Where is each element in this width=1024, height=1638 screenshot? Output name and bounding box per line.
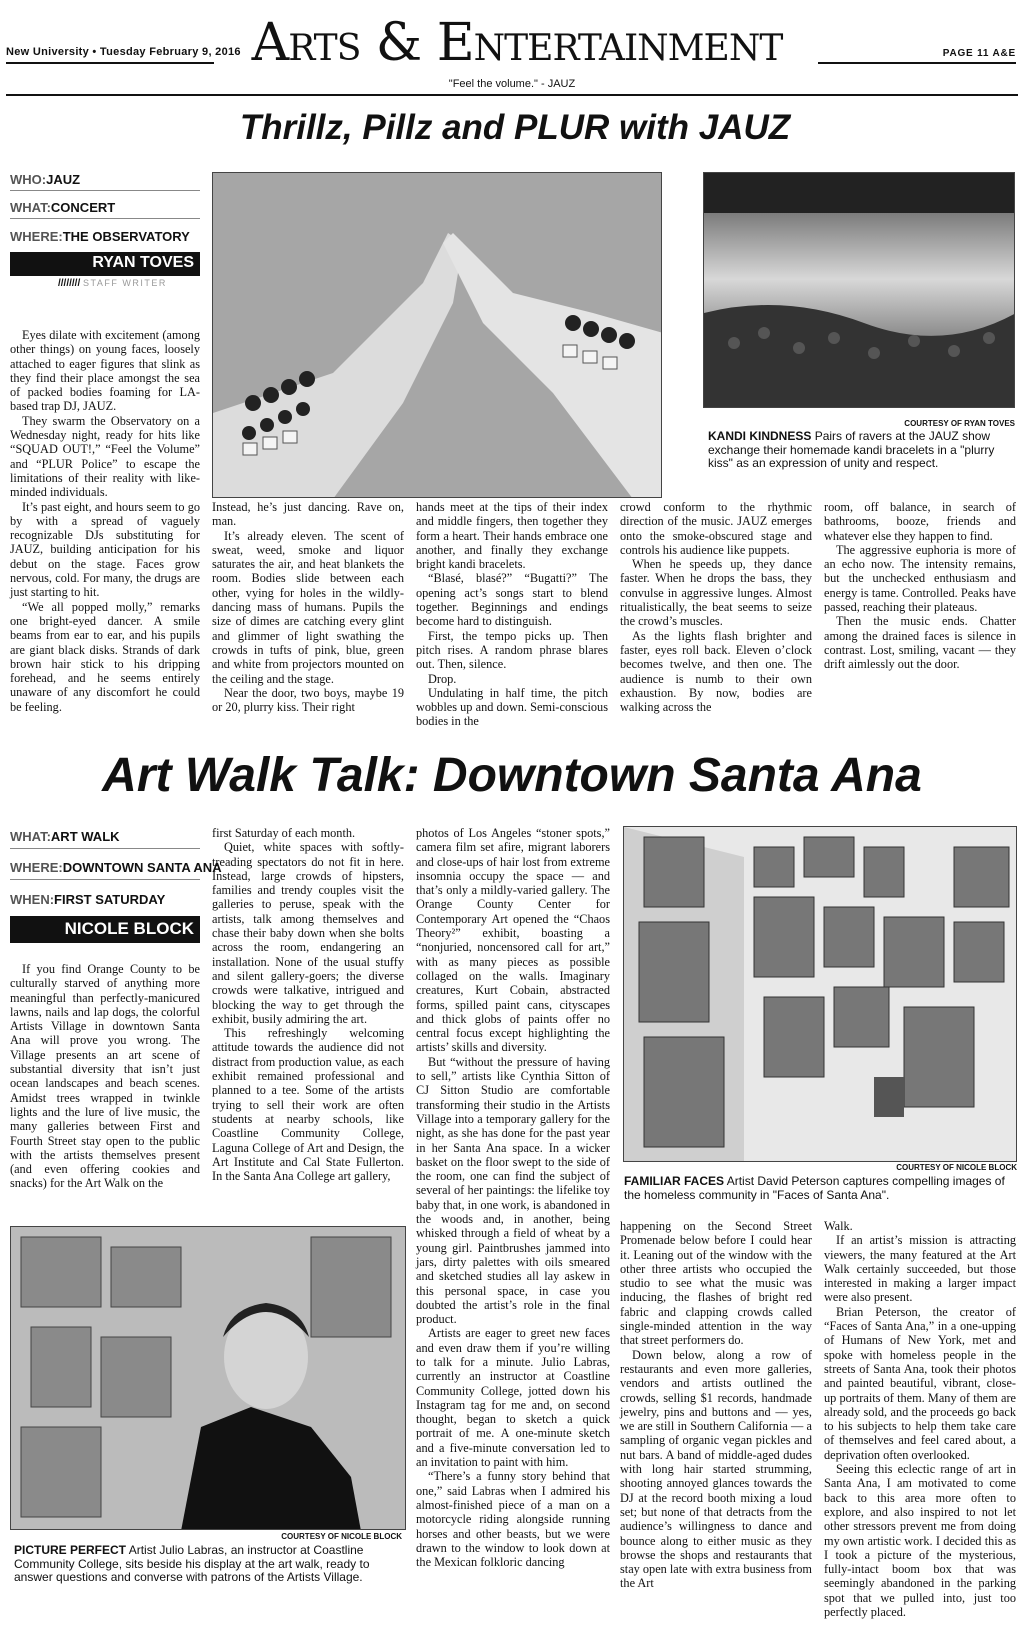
- gallery-photo-credit: COURTESY OF NICOLE BLOCK: [896, 1163, 1017, 1172]
- story1-column-1: Eyes dilate with excitement (among other things) on young faces, loosely attached to eager figures that slink as they find their place amongst the sea of packed bodies foaming for LA-based trap DJ, JAUZ. They swarm the Observatory on a Wednesday night, ready for hits like “SQUAD OUT!,” “Feel the Volume” and “PLUR Police” to escape the limitations of their reality with like-minded individuals. It’s past eight, and hours seem to go by with a spread of vaguely recognizable DJs substituting for JAUZ, building anticipation for his debut on the stage. Faces grow nervous, cold. For many, the drugs are just starting to hit. “We all popped molly,” remarks one bright-eyed dancer. A smile beams from ear to ear, and his pupils are giant black disks. Strands of dark brown hair stick to his dripping forehead, and he seems entirely unaware of any discomfort he could be feeling.: [10, 328, 200, 714]
- story1-column-2: Instead, he’s just dancing. Rave on, man. It’s already eleven. The scent of sweat, weed, smoke and liquor saturates the air, and heat blankets the room. Bodies slide between each other, vying for holes in the wildly-dancing mass of humans. Pupils the size of dimes are catching every glint and glimmer of light swathing the crowds in tufts of pink, blue, green and white from projectors mounted on the ceiling and the stage. Near the door, two boys, maybe 19 or 20, plurry kiss. Their right: [212, 500, 404, 715]
- crowd-photo: [703, 172, 1015, 408]
- author-byline-2: NICOLE BLOCK: [10, 916, 200, 943]
- artist-photo: [10, 1226, 406, 1530]
- page-label: PAGE 11 A&E: [942, 48, 1016, 59]
- artist-photo-credit: COURTESY OF NICOLE BLOCK: [281, 1532, 402, 1541]
- pull-quote: "Feel the volume." - JAUZ: [448, 78, 576, 90]
- story1-column-3: hands meet at the tips of their index and middle fingers, then together they form a heart. Their hands embrace one another, and finally they exchange bright kandi bracelets. “Blasé, blasé?” “Bugatti?” The opening act’s songs start to blend together. Beginnings and endings become hard to distinguish. First, the tempo picks up. Then pitch rises. A random phrase blares out. Then, silence. Drop. Undulating in half time, the pitch wobbles up and down. Semi-conscious bodies in the: [416, 500, 608, 729]
- story1-column-4: crowd conform to the rhythmic direction of the music. JAUZ emerges onto the smoke-obscured stage and controls his audience like puppets. When he speeds up, they dance faster. When he drops the bass, they convulse in aggressive lunges. Almost ritualistically, the beat seems to seize the crowd’s muscles. As the lights flash brighter and faster, eyes roll back. Eleven o’clock becomes twelve, and then one. The audience is numb to their own exhaustion. By now, bodies are walking across the: [620, 500, 812, 715]
- where-info: WHERE:THE OBSERVATORY: [10, 229, 190, 244]
- story2-column-4: happening on the Second Street Promenade below before I could hear it. Leaning out of the window with the other three artists who occupied the studio to see what the music was inducing, the flashes of bright red fabric and clapping crowds called single-minded attention in the way that street performers do. Down below, along a row of restaurants and even more galleries, vendors and artists outlined the crowds, selling $1 records, handmade jewelry, pins and buttons and — yes, we are still in Southern California — a sampling of organic vegan pickles and nut bars. A band of middle-aged dudes with long hair started strumming, shooting annoyed glances towards the DJ at the record booth mixing a loud set; but none of that detracts from the audience’s willingness to dance and bounce along to either music as they browse the shops and restaurants that stay open late with extra business from the Art: [620, 1219, 812, 1591]
- story1-column-5: room, off balance, in search of bathrooms, booze, friends and whatever else they happen to find. The aggressive euphoria is more of an echo now. The intensity remains, but the unchecked enthusiasm and energy is tame. Controlled. Peaks have passed, reaching their plateaus. Then the music ends. Chatter among the drained faces is silence in contrast. Lost, smiling, vacant — they drift aimlessly out the door.: [824, 500, 1016, 672]
- story2-headline: Art Walk Talk: Downtown Santa Ana: [102, 749, 922, 802]
- story1-photo-credit: COURTESY OF RYAN TOVES: [904, 419, 1015, 428]
- art-walk-where: WHERE:DOWNTOWN SANTA ANA: [10, 860, 222, 875]
- story2-column-5: Walk. If an artist’s mission is attracting viewers, the many featured at the Art Walk certainly succeeded, but those interested in making a larger impact were also present. Brian Peterson, the creator of “Faces of Santa Ana,” in a one-upping of Humans of New York, met and spoke with homeless people in the streets of Santa Ana, took their photos and painted beautiful, vibrant, close-up portraits of them. Many of them are already sold, and the proceeds go back to his subjects to help them take care of themselves and feel cared about, a deprivation often overlooked. Seeing this eclectic range of art in Santa Ana, I am motivated to come back to this area more often to explore, and also inspired to not let other stressors prevent me from doing my own artistic work. I decided this as I took a picture of the mysterious, fully-intact boom box that was seemingly abandoned in the parking spot that we pulled into, just too perfectly placed.: [824, 1219, 1016, 1620]
- story1-headline: Thrillz, Pillz and PLUR with JAUZ: [239, 108, 791, 147]
- paper-date: New University • Tuesday February 9, 2016: [6, 46, 241, 58]
- story2-column-3: photos of Los Angeles “stoner spots,” camera film set afire, migrant laborers and close-ups of hair lost from extreme insomnia occupy the space — and that’s only a mildly-varied gallery. The Orange County Center for Contemporary Art opened the “Chaos Theory²” exhibit, boasting a “nonjuried, noncensored call for art,” with as many pieces as possible collaged on the walls. Imaginary creatures, Kurt Cobain, abstracted forms, spilled paint cans, cityscapes and thick globs of paints offer no central focus except highlighting the artists’ skills and diversity. But “without the pressure of having to sell,” artists like Cynthia Sitton of CJ Sitton Studio are comfortable transforming their studio in the Artists Village into a temporary gallery for the night, as she has done for the past year in her Santa Ana space. In a wicker basket on the floor swept to the side of the room, one can find the subject of several of her paintings: the lifelike toy baby that, in one work, is abandoned in the woods and, in another, being whisked through a field of wheat by a young girl. Paintbrushes jammed into jars, dirty palettes with oils smeared and sketched studies all lay askew in this personal space, in case you doubted the artist’s role in the final product. Artists are eager to greet new faces and even draw them if you’re willing to talk for a minute. Julio Labras, currently an instructor at Coastline Community College, jotted down his Instagram tag for me and, on second thought, began to sketch a quick portrait of me. A one-minute sketch and a five-minute conversation led to an invitation to paint with him. “There’s a funny story behind that one,” said Labras when I admired his almost-finished piece of a man on a motorcycle riding alongside running horses and other beasts, but we were drawn to the window to look down at the Mexican folkloric dancing: [416, 826, 610, 1570]
- art-walk-when: WHEN:FIRST SATURDAY: [10, 892, 166, 907]
- who-info: WHO:JAUZ: [10, 172, 81, 187]
- story1-caption: KANDI KINDNESS Pairs of ravers at the JAUZ show exchange their homemade kandi bracelets in a "plurry kiss" as an expression of unity and respect.: [708, 429, 995, 470]
- art-walk-what: WHAT:ART WALK: [10, 829, 120, 844]
- story2-column-2: first Saturday of each month. Quiet, white spaces with softly-treading spectators do not fit in here. Instead, large crowds of hipsters, families and trendy couples visit the galleries to peruse, speak with the artists, talk among themselves and chase their baby down when she bolts across the room, endangering an installation. None of the usual stuffy and silent gallery-goers; the diverse crowds were talkative, intrigued and blocking the way to get through the exhibit, busily admiring the art. This refreshingly welcoming attitude towards the audience did not distract from production value, as each exhibit remained professional and planned to a tee. Some of the artists trying to sell their work are often students at nearby schools, like Coastline Community College, Laguna College of Art and Design, the Art Institute and Cal State Fullerton. In the Santa Ana College art gallery,: [212, 826, 404, 1184]
- byline-slashes: //////// STAFF WRITER: [58, 278, 167, 289]
- artist-caption: PICTURE PERFECT Artist Julio Labras, an instructor at Coastline Community College, sits beside his display at the art walk, ready to answer questions and converse with patrons of the Artists Village.: [14, 1543, 370, 1584]
- gallery-photo: [623, 826, 1017, 1162]
- story2-column-1: If you find Orange County to be culturally starved of anything more meaningful than perfectly-manicured lawns, nails and lap dogs, the colorful Artists Village in downtown Santa Ana will prove you wrong. The Village presents an art scene of substantial diversity that isn’t just ocean landscapes and beach scenes. Amidst trees wrapped in twinkle lights and the lure of live music, the many galleries between First and Fourth Street stay open to the public with the artists themselves present (and even offering cookies and snacks) for the Art Walk on the: [10, 962, 200, 1191]
- author-byline: RYAN TOVES: [10, 252, 200, 276]
- section-title: Arts & Entertainment: [251, 13, 783, 73]
- gallery-caption: FAMILIAR FACES Artist David Peterson captures compelling images of the homeless community in "Faces of Santa Ana".: [624, 1174, 1005, 1202]
- what-info: WHAT:CONCERT: [10, 200, 116, 215]
- hands-photo: [212, 172, 662, 498]
